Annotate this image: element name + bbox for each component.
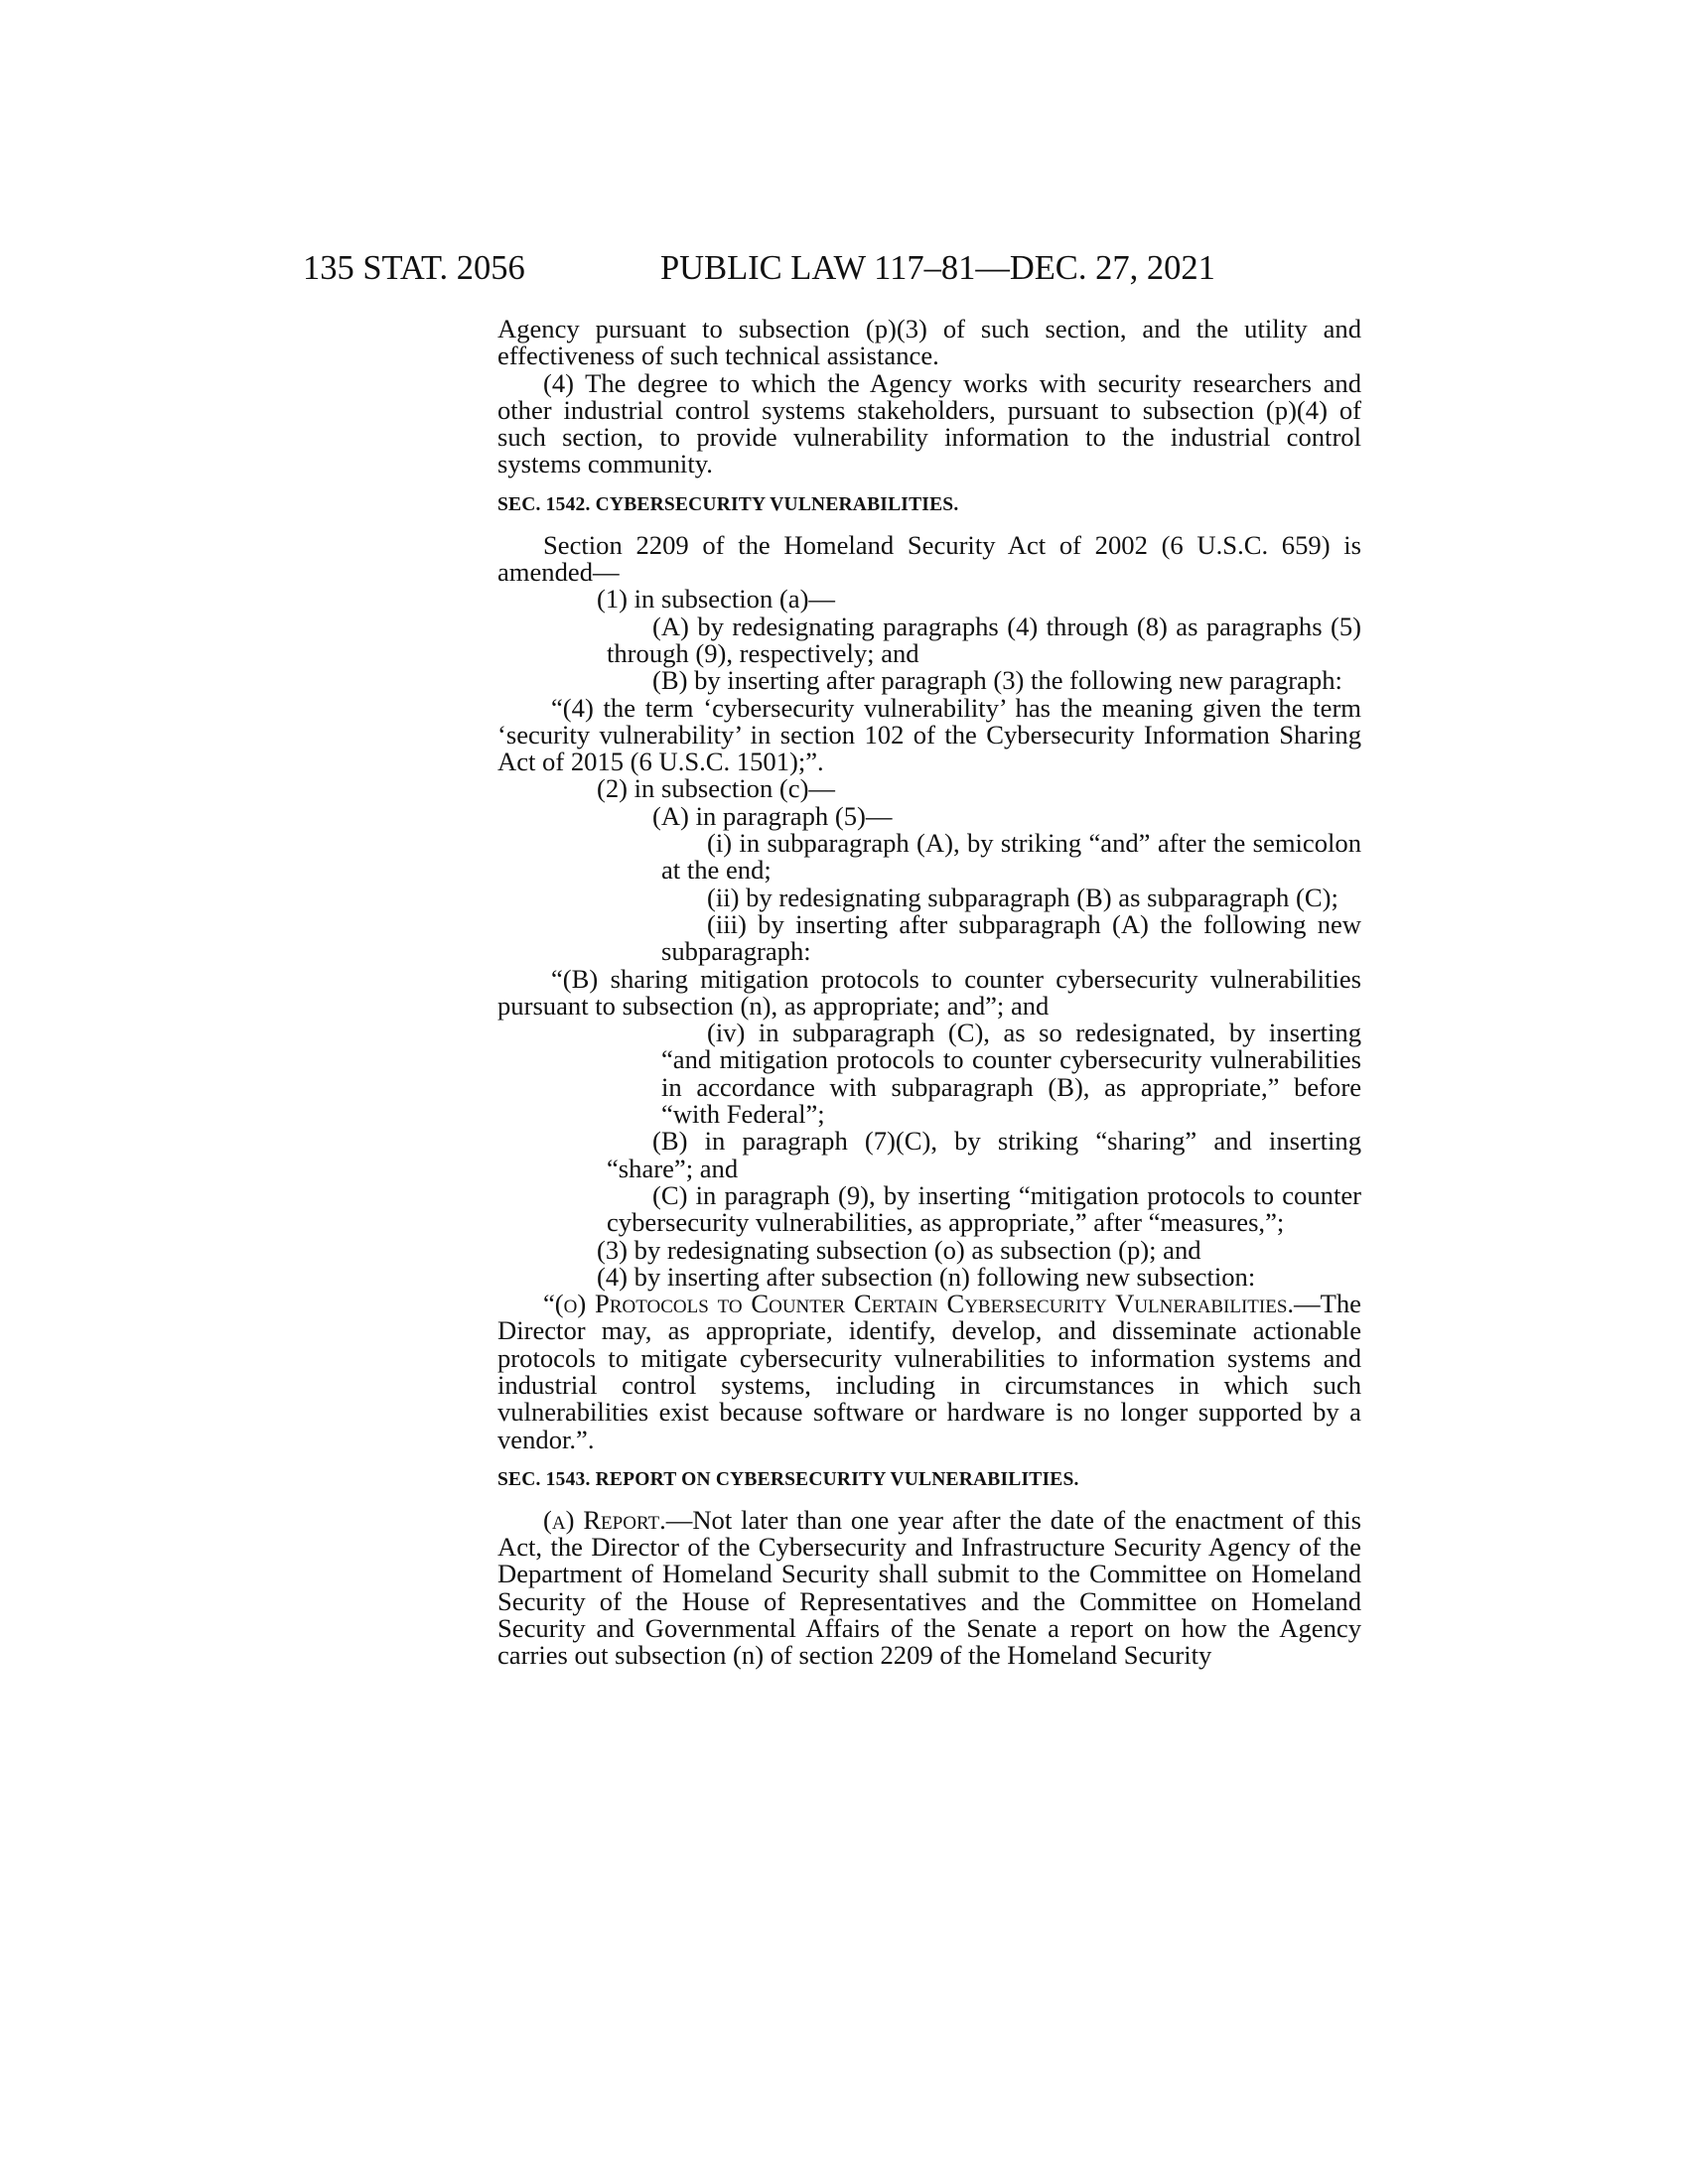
s1542-item-3: (3) by redesignating subsection (o) as subsection (p); and	[597, 1234, 1201, 1265]
s1542-item-2-A-ii: (ii) by redesignating subparagraph (B) as subparagraph (C);	[707, 882, 1338, 912]
page-header	[303, 246, 1415, 290]
s1542-quoted-subsection-o	[497, 1291, 1361, 1453]
section-1543-heading: SEC. 1543. REPORT ON CYBERSECURITY VULNERABILITIES.	[497, 1468, 1079, 1490]
s1542-item-1-A: (A) by redesignating paragraphs (4) through (8) as paragraphs (5) through (9), respectively; and	[607, 611, 1361, 668]
s1542-quoted-subsection-o-caption: “(o) Protocols to Counter Certain Cybersecurity Vulnerabilities.	[543, 1289, 1295, 1319]
s1542-item-1: (1) in subsection (a)—	[597, 584, 836, 614]
s1542-item-2-A: (A) in paragraph (5)—	[652, 800, 893, 831]
s1542-item-2-B: (B) in paragraph (7)(C), by striking “sharing” and inserting “share”; and	[607, 1126, 1361, 1183]
public-law-reference: PUBLIC LAW 117–81—DEC. 27, 2021	[660, 249, 1215, 287]
section-1542-intro: Section 2209 of the Homeland Security Act of 2002 (6 U.S.C. 659) is amended—	[497, 529, 1361, 588]
statute-text	[497, 316, 1361, 1670]
s1542-quoted-subsection-o-text: —The Director may, as appropriate, identify, develop, and disseminate actionable protocols to mitigate cybersecurity vulnerabilities to information systems and industrial control systems, including in circumstances in which such vulnerabilities exist because software or hardware is no longer supported by a vendor.”.	[497, 1289, 1361, 1454]
paragraph-continuation: Agency pursuant to subsection (p)(3) of such section, and the utility and effectiveness of such technical assistance.	[497, 314, 1361, 371]
statute-page-reference: 135 STAT. 2056	[303, 249, 525, 287]
s1543-subsection-a-text: —Not later than one year after the date of the enactment of this Act, the Director of the Cybersecurity and Infrastructure Security Agency of the Department of Homeland Security shall submit to the Committee on Homeland Security of the House of Representatives and the Committee on Homeland Security and Governmental Affairs of the Senate a report on how the Agency carries out subsection (n) of section 2209 of the Homeland Security	[497, 1504, 1362, 1671]
s1542-quoted-paragraph-4: “(4) the term ‘cybersecurity vulnerability’ has the meaning given the term ‘security vulnerability’ in section 102 of the Cybersecurity Information Sharing Act of 2015 (6 U.S.C. 1501);”.	[497, 692, 1361, 777]
s1542-item-2-A-i: (i) in subparagraph (A), by striking “and” after the semicolon at the end;	[661, 828, 1361, 886]
s1542-quoted-subparagraph-B: “(B) sharing mitigation protocols to counter cybersecurity vulnerabilities pursuant to subsection (n), as appropriate; and”; and	[497, 963, 1361, 1021]
s1542-item-2: (2) in subsection (c)—	[597, 773, 836, 804]
s1543-subsection-a-caption: (a) Report.	[543, 1504, 666, 1535]
paragraph-4: (4) The degree to which the Agency works with security researchers and other industrial control systems stakeholders, pursuant to subsection (p)(4) of such section, to provide vulnerability information to the industrial control systems community.	[497, 367, 1361, 479]
s1542-item-2-C: (C) in paragraph (9), by inserting “mitigation protocols to counter cybersecurity vulnerabilities, as appropriate,” after “measures,”;	[607, 1179, 1361, 1238]
s1542-item-4: (4) by inserting after subsection (n) following new subsection:	[597, 1261, 1256, 1292]
s1542-item-2-A-iii: (iii) by inserting after subparagraph (A) the following new subparagraph:	[661, 908, 1361, 967]
s1542-item-2-A-iv: (iv) in subparagraph (C), as so redesignated, by inserting “and mitigation protocols to counter cybersecurity vulnerabilities in accordance with subparagraph (B), as appropriate,” before “with Federal”;	[661, 1018, 1361, 1130]
s1543-subsection-a	[497, 1504, 1362, 1671]
s1542-item-1-B: (B) by inserting after paragraph (3) the following new paragraph:	[652, 665, 1342, 696]
section-1542-heading: SEC. 1542. CYBERSECURITY VULNERABILITIES.	[497, 493, 959, 515]
